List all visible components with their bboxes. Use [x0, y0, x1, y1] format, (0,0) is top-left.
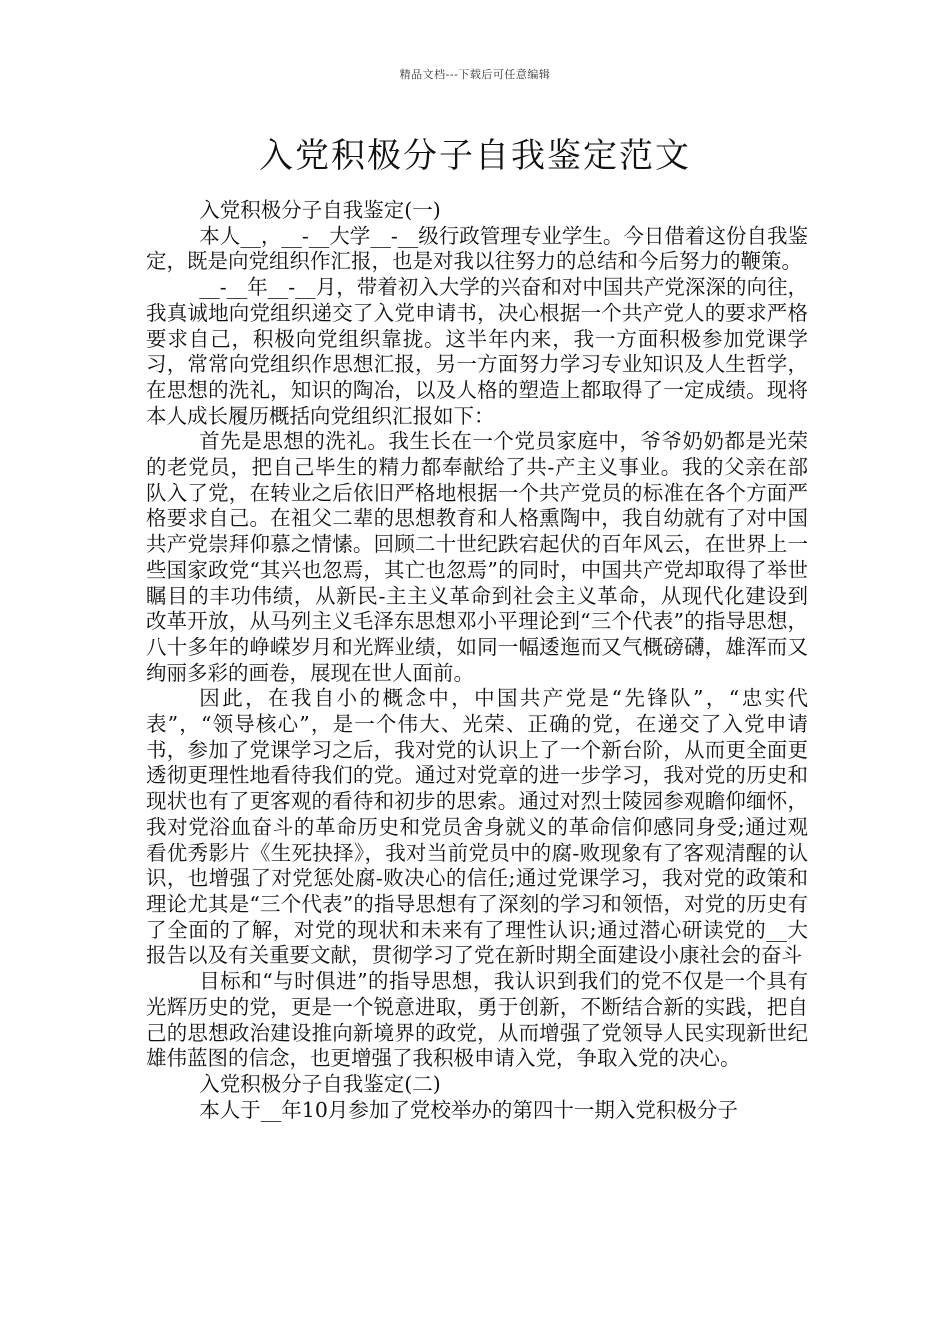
- header-note: 精品文档---下载后可任意编辑: [399, 68, 551, 81]
- paragraph: 本人于__年10月参加了党校举办的第四十一期入党积极分子: [199, 1097, 738, 1122]
- paragraph: 首先是思想的洗礼。我生长在一个党员家庭中，爷爷奶奶都是光荣的老党员，把自己毕生的精力都奉献给了共-产主义事业。我的父亲在部队入了党，在转业之后依旧严格地根据一个共产党员的标准在各个方面严格要求自己。在祖父二辈的思想教育和人格熏陶中，我自幼就有了对中国共产党崇拜仰慕之情愫。回顾二十世纪跌宕起伏的百年风云，在世界上一些国家政党“其兴也忽焉，其亡也忽焉”的同时，中国共产党却取得了举世瞩目的丰功伟绩，从新民-主主义革命到社会主义革命，从现代化建设到改革开放，从马列主义毛泽东思想邓小平理论到“三个代表”的指导思想，八十多年的峥嵘岁月和光辉业绩，如同一幅逶迤而又气概磅礴，雄浑而又绚丽多彩的画卷，展现在世人面前。: [146, 429, 808, 685]
- paragraph: 目标和“与时俱进”的指导思想，我认识到我们的党不仅是一个具有光辉历史的党，更是一个锐意进取，勇于创新，不断结合新的实践，把自己的思想政治建设推向新境界的政党，从而增强了党领导人民实现新世纪雄伟蓝图的信念，也更增强了我积极申请入党，争取入党的决心。: [146, 969, 808, 1071]
- document-title: 入党积极分子自我鉴定范文: [259, 136, 691, 176]
- paragraph: 因此，在我自小的概念中，中国共产党是“先锋队”，“忠实代表”，“领导核心”，是一个伟大、光荣、正确的党，在递交了入党申请书，参加了党课学习之后，我对党的认识上了一个新台阶，从而更全面更透彻更理性地看待我们的党。通过对党章的进一步学习，我对党的历史和现状也有了更客观的看待和初步的思索。通过对烈士陵园参观瞻仰缅怀，我对党浴血奋斗的革命历史和党员舍身就义的革命信仰感同身受;通过观看优秀影片《生死抉择》，我对当前党员中的腐-败现象有了客观清醒的认识，也增强了对党惩处腐-败决心的信任;通过党课学习，我对党的政策和理论尤其是“三个代表”的指导思想有了深刻的学习和领悟，对党的历史有了全面的了解，对党的现状和未来有了理性认识;通过潜心研读党的__大报告以及有关重要文献，贯彻学习了党在新时期全面建设小康社会的奋斗: [146, 686, 808, 968]
- paragraph: 本人__，__-__大学__-__级行政管理专业学生。今日借着这份自我鉴定，既是向党组织作汇报，也是对我以往努力的总结和今后努力的鞭策。: [146, 223, 808, 274]
- section-heading-1: 入党积极分子自我鉴定(一): [199, 198, 441, 222]
- document-body: [146, 198, 808, 1123]
- section-heading-2: 入党积极分子自我鉴定(二): [199, 1071, 441, 1096]
- paragraph: __-__年__-__月，带着初入大学的兴奋和对中国共产党深深的向往，我真诚地向党组织递交了入党申请书，决心根据一个共产党人的要求严格要求自己，积极向党组织靠拢。这半年内来，我一方面积极参加党课学习，常常向党组织作思想汇报，另一方面努力学习专业知识及人生哲学，在思想的洗礼，知识的陶冶，以及人格的塑造上都取得了一定成绩。现将本人成长履历概括向党组织汇报如下：: [146, 275, 808, 428]
